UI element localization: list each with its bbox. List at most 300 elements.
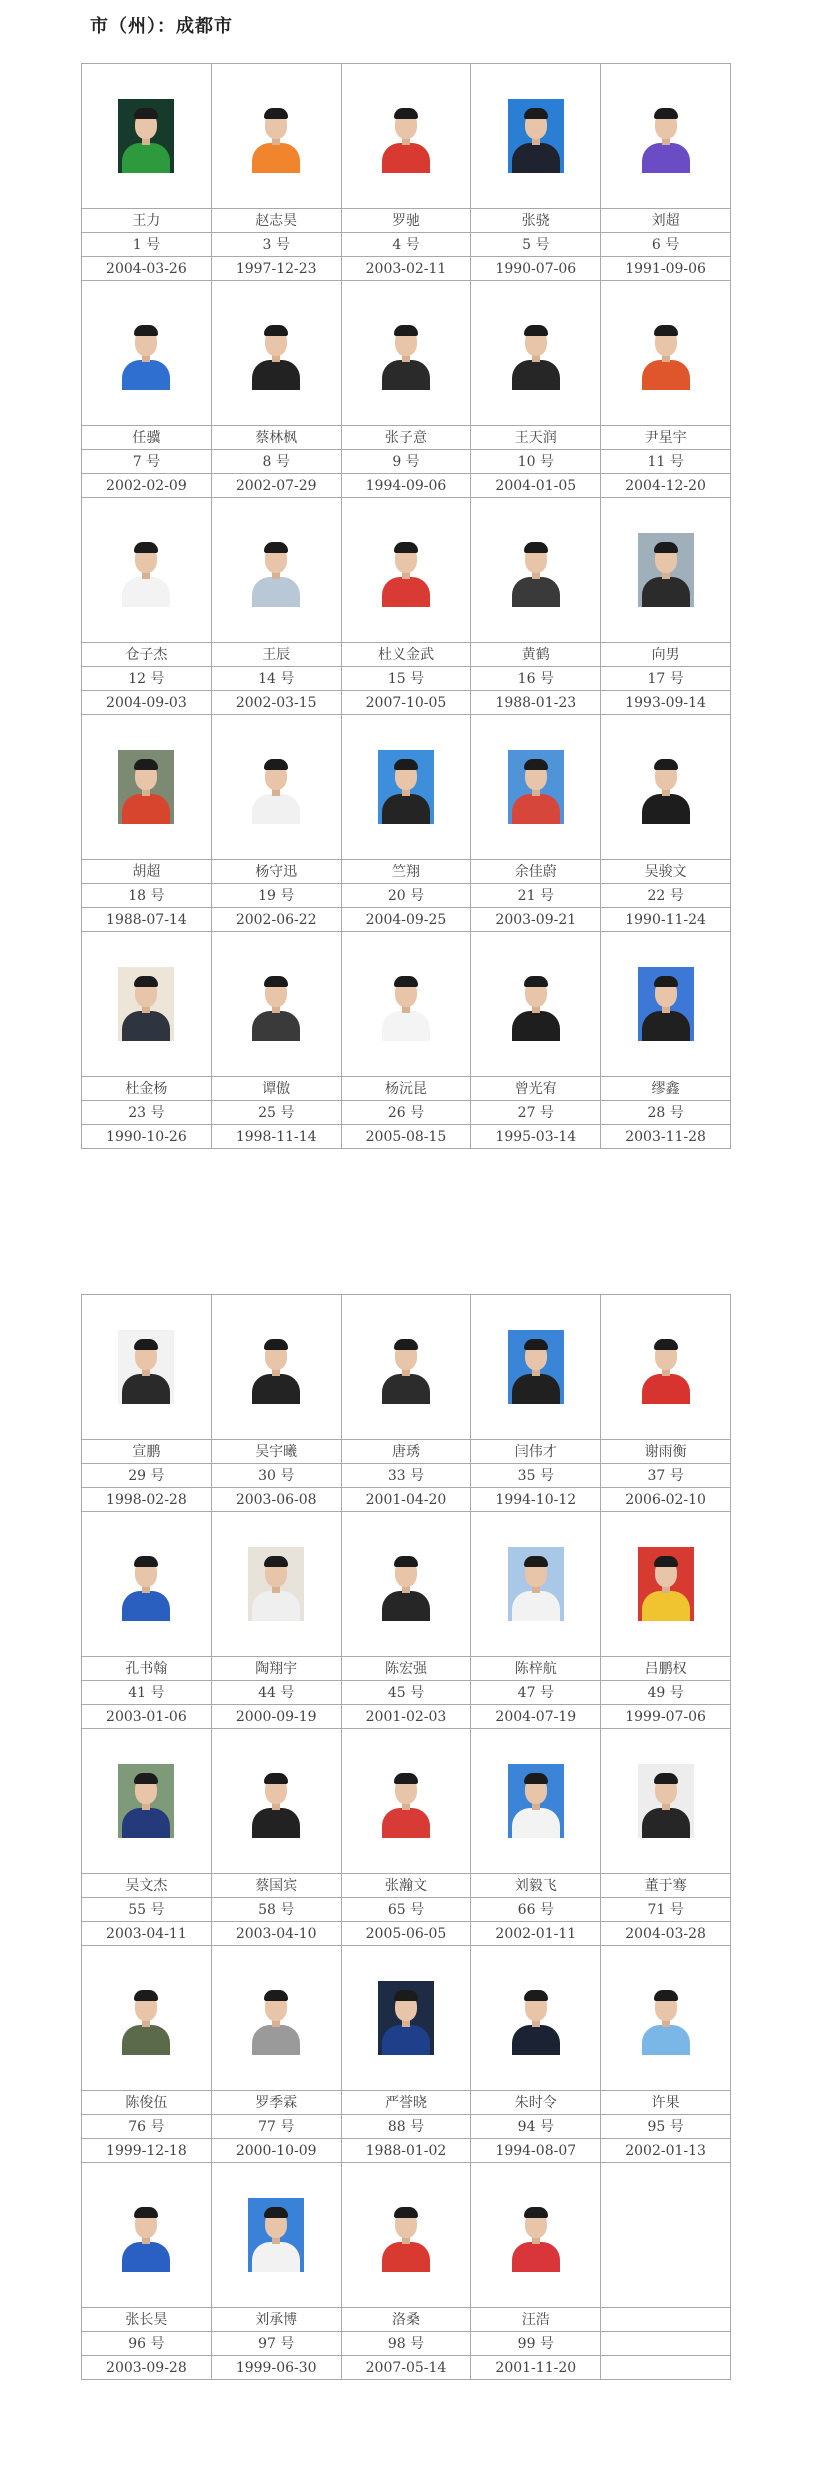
player-photo-shirt bbox=[512, 1011, 560, 1041]
player-birthdate: 2003-02-11 bbox=[341, 257, 471, 281]
player-photo-shirt bbox=[642, 1011, 690, 1041]
name-row bbox=[82, 2308, 731, 2332]
photo-cell bbox=[341, 715, 471, 860]
player-photo-hair bbox=[394, 108, 418, 119]
page-title: 市（州）：成都市 bbox=[90, 16, 233, 37]
player-photo-hair bbox=[524, 976, 548, 987]
photo-cell bbox=[211, 1512, 341, 1657]
player-photo bbox=[118, 750, 174, 824]
player-name: 闫伟才 bbox=[471, 1440, 601, 1464]
photo-cell bbox=[341, 932, 471, 1077]
photo-cell bbox=[211, 64, 341, 209]
player-photo-hair bbox=[264, 325, 288, 336]
player-photo-hair bbox=[134, 1773, 158, 1784]
player-photo bbox=[508, 1764, 564, 1838]
player-photo bbox=[118, 2198, 174, 2272]
player-birthdate: 1990-11-24 bbox=[601, 908, 731, 932]
player-number: 29 号 bbox=[82, 1464, 212, 1488]
player-photo-hair bbox=[394, 1773, 418, 1784]
photo-row bbox=[82, 64, 731, 209]
player-birthdate: 2000-09-19 bbox=[211, 1705, 341, 1729]
player-photo bbox=[248, 750, 304, 824]
player-photo-shirt bbox=[252, 794, 300, 824]
player-photo-shirt bbox=[252, 360, 300, 390]
player-number: 77 号 bbox=[211, 2115, 341, 2139]
player-birthdate: 2004-09-25 bbox=[341, 908, 471, 932]
player-number: 19 号 bbox=[211, 884, 341, 908]
player-name: 董于骞 bbox=[601, 1874, 731, 1898]
player-photo-hair bbox=[264, 108, 288, 119]
player-photo bbox=[508, 750, 564, 824]
player-photo-shirt bbox=[122, 2242, 170, 2272]
player-name: 向男 bbox=[601, 643, 731, 667]
player-birthdate: 1993-09-14 bbox=[601, 691, 731, 715]
player-birthdate: 1991-09-06 bbox=[601, 257, 731, 281]
photo-cell bbox=[341, 1512, 471, 1657]
player-photo-shirt bbox=[122, 1808, 170, 1838]
player-number: 33 号 bbox=[341, 1464, 471, 1488]
player-photo bbox=[638, 967, 694, 1041]
photo-cell bbox=[82, 64, 212, 209]
name-row bbox=[82, 1874, 731, 1898]
player-birthdate: 2000-10-09 bbox=[211, 2139, 341, 2163]
player-birthdate: 1999-06-30 bbox=[211, 2356, 341, 2380]
player-name: 吴宇曦 bbox=[211, 1440, 341, 1464]
player-photo bbox=[508, 1981, 564, 2055]
player-name: 王力 bbox=[82, 209, 212, 233]
player-birthdate: 1988-07-14 bbox=[82, 908, 212, 932]
player-birthdate: 2003-01-06 bbox=[82, 1705, 212, 1729]
player-birthdate: 1995-03-14 bbox=[471, 1125, 601, 1149]
player-number: 16 号 bbox=[471, 667, 601, 691]
player-number: 9 号 bbox=[341, 450, 471, 474]
photo-cell bbox=[341, 1946, 471, 2091]
player-photo-hair bbox=[394, 325, 418, 336]
player-number: 12 号 bbox=[82, 667, 212, 691]
number-row bbox=[82, 1681, 731, 1705]
player-number: 99 号 bbox=[471, 2332, 601, 2356]
player-photo-hair bbox=[654, 108, 678, 119]
player-photo bbox=[378, 533, 434, 607]
photo-cell bbox=[601, 1946, 731, 2091]
player-number: 98 号 bbox=[341, 2332, 471, 2356]
photo-row bbox=[82, 2163, 731, 2308]
player-name: 蔡林枫 bbox=[211, 426, 341, 450]
player-name: 尹星宇 bbox=[601, 426, 731, 450]
player-number: 55 号 bbox=[82, 1898, 212, 1922]
player-birthdate: 2004-03-26 bbox=[82, 257, 212, 281]
number-row bbox=[82, 1898, 731, 1922]
player-photo-shirt bbox=[512, 143, 560, 173]
number-row bbox=[82, 667, 731, 691]
player-photo bbox=[638, 1764, 694, 1838]
player-name: 唐琇 bbox=[341, 1440, 471, 1464]
name-row bbox=[82, 209, 731, 233]
player-photo-hair bbox=[524, 542, 548, 553]
player-photo-hair bbox=[134, 542, 158, 553]
player-photo-hair bbox=[654, 542, 678, 553]
photo-row bbox=[82, 1946, 731, 2091]
photo-cell bbox=[211, 1729, 341, 1874]
player-number: 27 号 bbox=[471, 1101, 601, 1125]
player-birthdate: 1990-10-26 bbox=[82, 1125, 212, 1149]
date-row bbox=[82, 1922, 731, 1946]
player-photo-shirt bbox=[252, 143, 300, 173]
player-birthdate: 2004-09-03 bbox=[82, 691, 212, 715]
date-row bbox=[82, 1705, 731, 1729]
player-photo-hair bbox=[524, 325, 548, 336]
date-row bbox=[82, 691, 731, 715]
player-photo-hair bbox=[264, 2207, 288, 2218]
player-birthdate: 2003-11-28 bbox=[601, 1125, 731, 1149]
player-photo-hair bbox=[654, 325, 678, 336]
player-photo-hair bbox=[264, 542, 288, 553]
player-photo-shirt bbox=[512, 2242, 560, 2272]
player-photo-shirt bbox=[642, 1591, 690, 1621]
player-photo bbox=[508, 1330, 564, 1404]
photo-cell bbox=[471, 715, 601, 860]
player-photo-shirt bbox=[252, 1011, 300, 1041]
photo-cell bbox=[82, 1512, 212, 1657]
player-photo bbox=[248, 2198, 304, 2272]
player-birthdate: 2003-04-10 bbox=[211, 1922, 341, 1946]
player-photo-shirt bbox=[642, 2025, 690, 2055]
player-birthdate: 1997-12-23 bbox=[211, 257, 341, 281]
player-photo-hair bbox=[264, 1556, 288, 1567]
player-photo bbox=[118, 967, 174, 1041]
player-photo bbox=[118, 316, 174, 390]
photo-cell bbox=[82, 715, 212, 860]
player-photo bbox=[638, 533, 694, 607]
player-photo bbox=[378, 967, 434, 1041]
player-birthdate: 2007-05-14 bbox=[341, 2356, 471, 2380]
player-photo bbox=[638, 1981, 694, 2055]
player-photo bbox=[248, 533, 304, 607]
player-birthdate bbox=[601, 2356, 731, 2380]
photo-cell bbox=[601, 281, 731, 426]
player-photo-shirt bbox=[252, 1808, 300, 1838]
player-name: 谭傲 bbox=[211, 1077, 341, 1101]
player-number: 4 号 bbox=[341, 233, 471, 257]
player-photo bbox=[118, 1981, 174, 2055]
player-photo-hair bbox=[654, 1556, 678, 1567]
number-row bbox=[82, 450, 731, 474]
player-birthdate: 2004-03-28 bbox=[601, 1922, 731, 1946]
player-photo bbox=[248, 99, 304, 173]
player-photo-hair bbox=[524, 1773, 548, 1784]
photo-cell bbox=[471, 281, 601, 426]
player-photo-hair bbox=[134, 976, 158, 987]
photo-cell bbox=[341, 498, 471, 643]
player-name: 王天润 bbox=[471, 426, 601, 450]
player-name: 任骥 bbox=[82, 426, 212, 450]
player-name: 杨沅昆 bbox=[341, 1077, 471, 1101]
name-row bbox=[82, 643, 731, 667]
name-row bbox=[82, 1077, 731, 1101]
number-row bbox=[82, 884, 731, 908]
player-birthdate: 1994-10-12 bbox=[471, 1488, 601, 1512]
photo-cell bbox=[471, 1512, 601, 1657]
player-birthdate: 2004-01-05 bbox=[471, 474, 601, 498]
player-number: 71 号 bbox=[601, 1898, 731, 1922]
player-number: 18 号 bbox=[82, 884, 212, 908]
player-photo bbox=[118, 1330, 174, 1404]
player-number: 10 号 bbox=[471, 450, 601, 474]
player-photo bbox=[378, 316, 434, 390]
photo-row bbox=[82, 281, 731, 426]
player-photo-shirt bbox=[512, 2025, 560, 2055]
player-number: 5 号 bbox=[471, 233, 601, 257]
player-number: 14 号 bbox=[211, 667, 341, 691]
photo-cell bbox=[341, 64, 471, 209]
photo-cell bbox=[601, 64, 731, 209]
player-birthdate: 2005-08-15 bbox=[341, 1125, 471, 1149]
date-row bbox=[82, 2356, 731, 2380]
player-photo-shirt bbox=[252, 1374, 300, 1404]
photo-row bbox=[82, 1729, 731, 1874]
player-name: 汪浩 bbox=[471, 2308, 601, 2332]
player-photo bbox=[118, 1764, 174, 1838]
player-name: 刘承博 bbox=[211, 2308, 341, 2332]
player-name: 洛桑 bbox=[341, 2308, 471, 2332]
player-name: 严誉晓 bbox=[341, 2091, 471, 2115]
player-photo-shirt bbox=[122, 143, 170, 173]
player-number: 8 号 bbox=[211, 450, 341, 474]
player-name bbox=[601, 2308, 731, 2332]
player-name: 吴骏文 bbox=[601, 860, 731, 884]
player-number: 94 号 bbox=[471, 2115, 601, 2139]
player-name: 罗驰 bbox=[341, 209, 471, 233]
player-photo-hair bbox=[134, 1556, 158, 1567]
player-photo bbox=[248, 967, 304, 1041]
photo-row bbox=[82, 715, 731, 860]
photo-cell bbox=[211, 1946, 341, 2091]
player-photo-shirt bbox=[512, 577, 560, 607]
player-photo-hair bbox=[524, 1339, 548, 1350]
player-number: 3 号 bbox=[211, 233, 341, 257]
number-row bbox=[82, 2115, 731, 2139]
player-photo-shirt bbox=[642, 1374, 690, 1404]
player-name: 张骁 bbox=[471, 209, 601, 233]
photo-cell bbox=[211, 281, 341, 426]
name-row bbox=[82, 426, 731, 450]
player-photo bbox=[638, 1330, 694, 1404]
player-photo-shirt bbox=[382, 577, 430, 607]
player-photo-hair bbox=[264, 1339, 288, 1350]
player-number: 22 号 bbox=[601, 884, 731, 908]
player-name: 陶翔宇 bbox=[211, 1657, 341, 1681]
photo-cell bbox=[341, 1295, 471, 1440]
player-photo bbox=[508, 1547, 564, 1621]
name-row bbox=[82, 1657, 731, 1681]
player-birthdate: 2005-06-05 bbox=[341, 1922, 471, 1946]
player-photo bbox=[378, 750, 434, 824]
player-photo-shirt bbox=[512, 794, 560, 824]
number-row bbox=[82, 1464, 731, 1488]
photo-cell bbox=[211, 932, 341, 1077]
player-number: 45 号 bbox=[341, 1681, 471, 1705]
player-name: 陈俊伍 bbox=[82, 2091, 212, 2115]
player-photo-hair bbox=[134, 2207, 158, 2218]
player-number: 97 号 bbox=[211, 2332, 341, 2356]
photo-row bbox=[82, 498, 731, 643]
player-photo bbox=[378, 1547, 434, 1621]
player-photo-shirt bbox=[122, 794, 170, 824]
player-photo-hair bbox=[394, 1990, 418, 2001]
player-photo bbox=[638, 316, 694, 390]
player-photo-shirt bbox=[122, 1011, 170, 1041]
player-photo-shirt bbox=[512, 1591, 560, 1621]
player-photo-hair bbox=[654, 976, 678, 987]
player-number: 11 号 bbox=[601, 450, 731, 474]
player-photo-hair bbox=[524, 1990, 548, 2001]
player-photo bbox=[508, 99, 564, 173]
photo-row bbox=[82, 1295, 731, 1440]
player-photo-hair bbox=[134, 1990, 158, 2001]
player-name: 朱时令 bbox=[471, 2091, 601, 2115]
photo-cell bbox=[341, 281, 471, 426]
player-birthdate: 2007-10-05 bbox=[341, 691, 471, 715]
player-name: 余佳蔚 bbox=[471, 860, 601, 884]
player-photo-hair bbox=[654, 1773, 678, 1784]
player-photo bbox=[248, 1981, 304, 2055]
player-photo-hair bbox=[264, 1773, 288, 1784]
player-photo-hair bbox=[654, 1339, 678, 1350]
player-photo-shirt bbox=[382, 143, 430, 173]
player-birthdate: 2003-04-11 bbox=[82, 1922, 212, 1946]
player-photo-hair bbox=[394, 976, 418, 987]
player-photo-shirt bbox=[382, 2025, 430, 2055]
photo-cell bbox=[82, 1729, 212, 1874]
player-number: 23 号 bbox=[82, 1101, 212, 1125]
player-name: 张长昊 bbox=[82, 2308, 212, 2332]
player-photo-hair bbox=[134, 325, 158, 336]
player-photo-shirt bbox=[382, 1808, 430, 1838]
photo-cell bbox=[601, 932, 731, 1077]
date-row bbox=[82, 257, 731, 281]
photo-cell bbox=[211, 2163, 341, 2308]
player-photo-shirt bbox=[382, 1011, 430, 1041]
player-photo-shirt bbox=[122, 577, 170, 607]
player-photo-shirt bbox=[382, 1374, 430, 1404]
player-birthdate: 2002-06-22 bbox=[211, 908, 341, 932]
player-birthdate: 2001-11-20 bbox=[471, 2356, 601, 2380]
photo-cell bbox=[82, 1295, 212, 1440]
player-number: 95 号 bbox=[601, 2115, 731, 2139]
photo-cell bbox=[82, 2163, 212, 2308]
player-name: 陈宏强 bbox=[341, 1657, 471, 1681]
photo-cell bbox=[601, 715, 731, 860]
player-photo-hair bbox=[524, 759, 548, 770]
player-name: 张子意 bbox=[341, 426, 471, 450]
photo-cell bbox=[82, 932, 212, 1077]
player-name: 杜义金武 bbox=[341, 643, 471, 667]
player-photo-shirt bbox=[252, 1591, 300, 1621]
player-photo-hair bbox=[394, 542, 418, 553]
player-birthdate: 1994-09-06 bbox=[341, 474, 471, 498]
player-photo-hair bbox=[524, 1556, 548, 1567]
player-photo bbox=[248, 1764, 304, 1838]
photo-cell bbox=[601, 1295, 731, 1440]
photo-row bbox=[82, 1512, 731, 1657]
photo-cell bbox=[471, 64, 601, 209]
player-photo-shirt bbox=[382, 2242, 430, 2272]
player-birthdate: 1988-01-23 bbox=[471, 691, 601, 715]
player-photo-hair bbox=[264, 1990, 288, 2001]
player-birthdate: 2003-06-08 bbox=[211, 1488, 341, 1512]
player-photo-shirt bbox=[642, 360, 690, 390]
photo-cell bbox=[471, 1295, 601, 1440]
player-number: 76 号 bbox=[82, 2115, 212, 2139]
photo-row bbox=[82, 932, 731, 1077]
player-photo bbox=[638, 1547, 694, 1621]
player-photo bbox=[248, 1330, 304, 1404]
player-photo-hair bbox=[134, 759, 158, 770]
player-photo-hair bbox=[524, 2207, 548, 2218]
player-name: 杨守迅 bbox=[211, 860, 341, 884]
player-number: 21 号 bbox=[471, 884, 601, 908]
player-number: 26 号 bbox=[341, 1101, 471, 1125]
player-photo bbox=[378, 1330, 434, 1404]
player-photo bbox=[508, 533, 564, 607]
player-photo bbox=[378, 1764, 434, 1838]
player-photo-shirt bbox=[382, 1591, 430, 1621]
player-photo-shirt bbox=[512, 360, 560, 390]
player-name: 张瀚文 bbox=[341, 1874, 471, 1898]
player-photo-hair bbox=[654, 759, 678, 770]
player-number bbox=[601, 2332, 731, 2356]
player-photo-hair bbox=[394, 2207, 418, 2218]
player-photo bbox=[248, 1547, 304, 1621]
player-name: 竺翔 bbox=[341, 860, 471, 884]
player-photo bbox=[378, 1981, 434, 2055]
photo-cell bbox=[82, 498, 212, 643]
player-number: 41 号 bbox=[82, 1681, 212, 1705]
player-name: 仓子杰 bbox=[82, 643, 212, 667]
player-birthdate: 1994-08-07 bbox=[471, 2139, 601, 2163]
player-photo-shirt bbox=[642, 794, 690, 824]
player-photo-hair bbox=[394, 1556, 418, 1567]
photo-cell bbox=[211, 715, 341, 860]
player-name: 陈梓航 bbox=[471, 1657, 601, 1681]
player-number: 58 号 bbox=[211, 1898, 341, 1922]
player-birthdate: 2002-01-11 bbox=[471, 1922, 601, 1946]
player-photo-hair bbox=[264, 759, 288, 770]
player-name: 许果 bbox=[601, 2091, 731, 2115]
photo-cell bbox=[471, 1946, 601, 2091]
player-number: 17 号 bbox=[601, 667, 731, 691]
photo-cell bbox=[601, 1512, 731, 1657]
player-photo-shirt bbox=[382, 360, 430, 390]
player-name: 蔡国宾 bbox=[211, 1874, 341, 1898]
photo-cell bbox=[471, 498, 601, 643]
player-photo-shirt bbox=[512, 1808, 560, 1838]
player-birthdate: 2001-02-03 bbox=[341, 1705, 471, 1729]
player-name: 谢雨衡 bbox=[601, 1440, 731, 1464]
player-photo-shirt bbox=[122, 360, 170, 390]
player-birthdate: 2001-04-20 bbox=[341, 1488, 471, 1512]
player-birthdate: 1998-11-14 bbox=[211, 1125, 341, 1149]
photo-cell bbox=[211, 1295, 341, 1440]
photo-cell bbox=[471, 932, 601, 1077]
photo-cell bbox=[601, 1729, 731, 1874]
player-photo-shirt bbox=[642, 143, 690, 173]
player-photo-hair bbox=[134, 108, 158, 119]
player-birthdate: 2003-09-28 bbox=[82, 2356, 212, 2380]
player-name: 王辰 bbox=[211, 643, 341, 667]
player-photo-shirt bbox=[252, 577, 300, 607]
player-number: 1 号 bbox=[82, 233, 212, 257]
